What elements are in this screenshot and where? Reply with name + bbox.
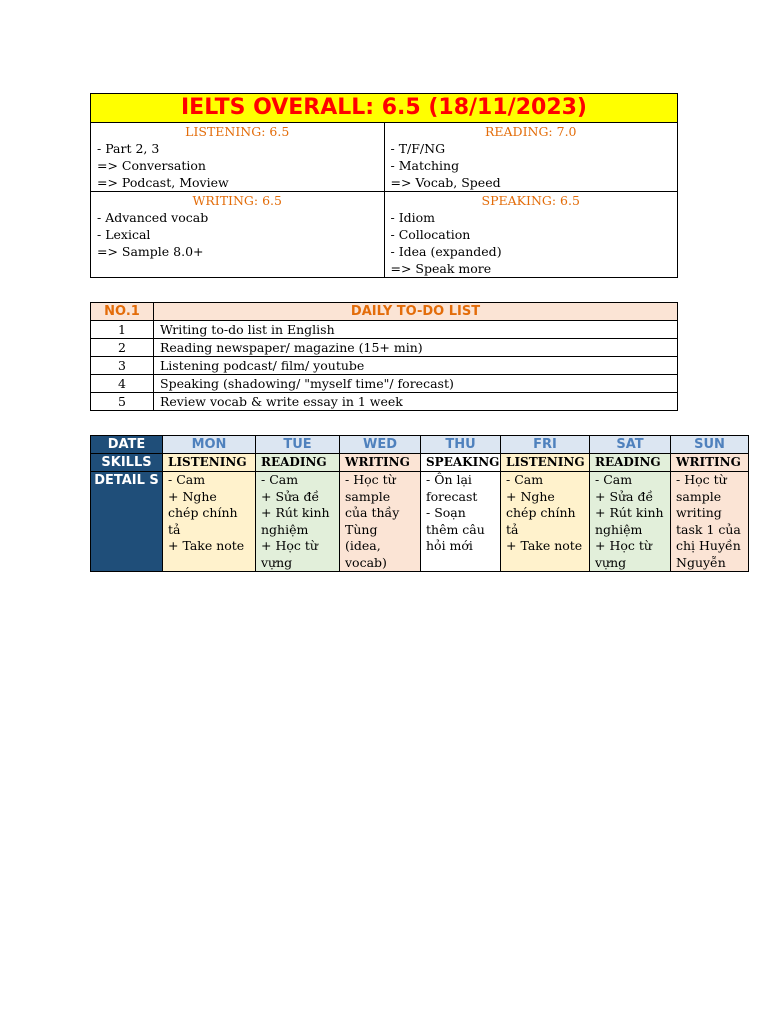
table-row [91, 393, 678, 411]
table-row [91, 339, 678, 357]
detail-line: - Soạn thêm câu hỏi mới [426, 505, 485, 553]
todo-number: 2 [91, 339, 154, 357]
daily-todo-table [90, 302, 678, 411]
listening-cell [91, 123, 385, 192]
table-row [91, 375, 678, 393]
day-header-thu: THU [421, 436, 501, 454]
todo-number: 5 [91, 393, 154, 411]
detail-line: + Học từ vựng [595, 538, 652, 570]
detail-line: + Nghe chép chính tả [168, 488, 238, 537]
detail-line: - Cam [506, 472, 544, 487]
detail-line: - Ôn lại forecast [426, 472, 478, 504]
reading-note: - Matching [390, 158, 460, 173]
writing-note: - Lexical [97, 227, 151, 242]
detail-line: - Cam [168, 472, 206, 487]
weekly-schedule-table [90, 435, 749, 572]
details-thu [421, 472, 501, 572]
todo-no-header: NO.1 [91, 303, 154, 321]
details-mon [163, 472, 256, 572]
skill-mon: LISTENING [163, 454, 256, 472]
detail-line: - Học từ sample của thầy Tùng (idea, vocab) [345, 472, 400, 570]
skill-sat: READING [590, 454, 671, 472]
skill-thu: SPEAKING [421, 454, 501, 472]
details-tue [256, 472, 340, 572]
overall-title: IELTS OVERALL: 6.5 (18/11/2023) [91, 94, 678, 123]
detail-line: + Sửa đề [595, 488, 654, 504]
reading-score: READING: 7.0 [484, 124, 577, 139]
detail-line: - Cam [595, 472, 633, 487]
detail-line: - Học từ sample writing task 1 của chị Huyền Nguyễn [676, 472, 741, 570]
speaking-note: - Idiom [390, 210, 436, 225]
details-fri [501, 472, 590, 572]
detail-line: + Rút kinh nghiệm [595, 505, 664, 537]
speaking-score: SPEAKING: 6.5 [481, 193, 580, 208]
day-header-sat: SAT [590, 436, 671, 454]
todo-task: Listening podcast/ film/ youtube [154, 357, 678, 375]
writing-note: - Advanced vocab [97, 210, 209, 225]
todo-number: 1 [91, 321, 154, 339]
day-header-sun: SUN [671, 436, 749, 454]
details-wed [340, 472, 421, 572]
todo-task: Speaking (shadowing/ "myself time"/ forecast) [154, 375, 678, 393]
table-row [91, 357, 678, 375]
detail-line: + Rút kinh nghiệm [261, 505, 330, 537]
detail-line: + Nghe chép chính tả [506, 488, 576, 537]
skill-sun: WRITING [671, 454, 749, 472]
skill-wed: WRITING [340, 454, 421, 472]
day-header-fri: FRI [501, 436, 590, 454]
overall-score-table [90, 93, 678, 278]
writing-note: => Sample 8.0+ [97, 244, 204, 259]
speaking-note: => Speak more [390, 261, 492, 276]
details-sat [590, 472, 671, 572]
skills-label: SKILLS [91, 454, 163, 472]
todo-number: 3 [91, 357, 154, 375]
detail-line: + Take note [506, 538, 583, 553]
listening-note: => Conversation [97, 158, 206, 173]
detail-line: + Sửa đề [261, 488, 320, 504]
writing-cell [91, 192, 385, 278]
listening-note: => Podcast, Moview [97, 175, 229, 190]
speaking-note: - Collocation [390, 227, 471, 242]
skill-fri: LISTENING [501, 454, 590, 472]
speaking-cell [384, 192, 678, 278]
details-sun [671, 472, 749, 572]
todo-task: Reading newspaper/ magazine (15+ min) [154, 339, 678, 357]
todo-task: Writing to-do list in English [154, 321, 678, 339]
skill-tue: READING [256, 454, 340, 472]
detail-line: + Take note [168, 538, 245, 553]
reading-note: => Vocab, Speed [390, 175, 501, 190]
listening-score: LISTENING: 6.5 [185, 124, 290, 139]
table-row [91, 321, 678, 339]
day-header-mon: MON [163, 436, 256, 454]
date-label: DATE [91, 436, 163, 454]
detail-line: + Học từ vựng [261, 538, 318, 570]
details-label: DETAIL S [91, 472, 163, 572]
todo-title-header: DAILY TO-DO LIST [154, 303, 678, 321]
reading-note: - T/F/NG [390, 141, 446, 156]
day-header-wed: WED [340, 436, 421, 454]
reading-cell [384, 123, 678, 192]
writing-score: WRITING: 6.5 [192, 193, 282, 208]
listening-note: - Part 2, 3 [97, 141, 160, 156]
day-header-tue: TUE [256, 436, 340, 454]
detail-line: - Cam [261, 472, 299, 487]
todo-number: 4 [91, 375, 154, 393]
speaking-note: - Idea (expanded) [390, 244, 502, 259]
todo-task: Review vocab & write essay in 1 week [154, 393, 678, 411]
